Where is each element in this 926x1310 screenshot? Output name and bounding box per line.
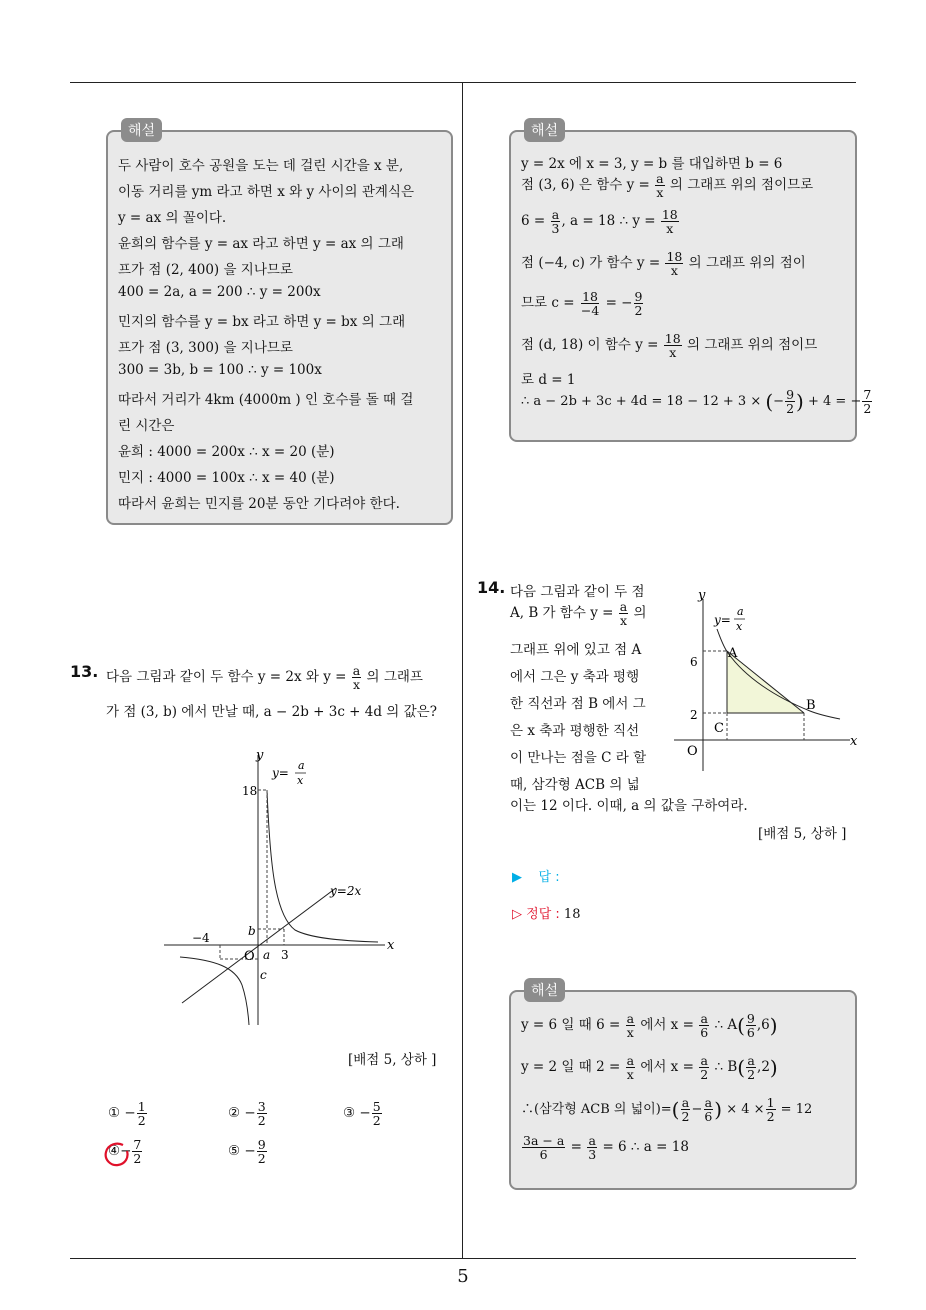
sol-line: 민지의 함수를 y = bx 라고 하면 y = bx 의 그래: [118, 314, 406, 330]
sol-line: 린 시간은: [118, 418, 175, 434]
hyperbola-q3: [180, 957, 249, 1025]
sol-line: 므로 c = $\frac{18}{-4}$ = − $\frac{9}{2}$: [521, 289, 643, 319]
solution-tag: 해설: [524, 978, 565, 1002]
solution-tag: 해설: [524, 118, 565, 142]
outline-play-icon: ▷: [512, 907, 522, 922]
left-solution-box: [106, 130, 453, 525]
tick-c: c: [260, 968, 267, 982]
svg-text:a: a: [737, 605, 744, 618]
svg-text:x: x: [850, 734, 858, 749]
q13-graph: [160, 745, 400, 1030]
sol-line: 민지 : 4000 = 100x ∴ x = 40 (분): [118, 470, 335, 486]
choice-5[interactable]: ⑤ − $\frac{9}{2}$: [228, 1137, 266, 1167]
q14-line: 에서 그은 y 축과 평행: [510, 669, 640, 685]
sol-line: 300 = 3b, b = 100 ∴ y = 100x: [118, 362, 322, 378]
sol-line: ∴(삼각형 ACB 의 넓이)=( $\frac{a}{2}$ − $\frac{a}{6}$ ) × 4 × $\frac{1}{2}$ = 12: [521, 1095, 813, 1125]
sol-line: 따라서 윤희는 민지를 20분 동안 기다려야 한다.: [118, 496, 400, 512]
svg-text:O: O: [687, 744, 698, 759]
solution-tag: 해설: [121, 118, 162, 142]
q14-line: 다음 그림과 같이 두 점: [510, 584, 645, 600]
sol-line: 프가 점 (3, 300) 을 지나므로: [118, 340, 293, 356]
page-number: 5: [457, 1266, 469, 1287]
sol-line: ∴ a − 2b + 3c + 4d = 18 − 12 + 3 × (− $\frac{9}{2}$ ) + 4 = − $\frac{7}{2}$: [521, 387, 872, 417]
choice-2[interactable]: ② − $\frac{3}{2}$: [228, 1099, 266, 1129]
sol-line: y = ax 의 꼴이다.: [118, 210, 227, 226]
q14-graph: [670, 585, 862, 775]
line-label: y=2x: [330, 884, 362, 898]
sol-line: 6 = $\frac{a}{3}$ , a = 18 ∴ y = $\frac{18}{x}$: [521, 207, 678, 237]
sol-line: 따라서 거리가 4km (4000m ) 인 호수를 돌 때 걸: [118, 392, 414, 408]
question-13-line2: 가 점 (3, b) 에서 만날 때, a − 2b + 3c + 4d 의 값은?: [106, 704, 437, 720]
q14-solution-box: [509, 990, 857, 1190]
q14-line: 이 만나는 점을 C 라 할: [510, 750, 647, 766]
question-13-number: 13.: [70, 662, 99, 681]
correct-value: 18: [563, 907, 581, 922]
tick-3: 3: [281, 948, 289, 962]
choice-1[interactable]: ① − $\frac{1}{2}$: [108, 1099, 146, 1129]
q13-score: [배점 5, 상하 ]: [348, 1052, 437, 1068]
bottom-rule: [70, 1258, 856, 1259]
tick-18: 18: [242, 784, 258, 798]
sol-line: 로 d = 1: [521, 372, 576, 388]
q14-line: A, B 가 함수 y = $\frac{a}{x}$ 의: [510, 599, 647, 629]
choice-3[interactable]: ③ − $\frac{5}{2}$: [343, 1099, 381, 1129]
question-14-number: 14.: [477, 578, 506, 597]
sol-line: 점 (−4, c) 가 함수 y = $\frac{18}{x}$ 의 그래프 위의 점이: [521, 249, 806, 279]
play-icon: ▶: [512, 870, 522, 885]
svg-text:2: 2: [690, 708, 698, 722]
sol-line: 프가 점 (2, 400) 을 지나므로: [118, 262, 293, 278]
selected-answer-circle: [103, 1140, 131, 1168]
correct-answer-row: [512, 903, 580, 922]
q14-line: 한 직선과 점 B 에서 그: [510, 696, 646, 712]
x-axis-label: x: [387, 938, 395, 953]
y-axis-label: y: [256, 748, 264, 763]
sol-line: y = 2x 에 x = 3, y = b 를 대입하면 b = 6: [521, 156, 783, 172]
answer-row: [512, 866, 560, 885]
svg-text:B: B: [806, 698, 816, 713]
sol-line: 윤희의 함수를 y = ax 라고 하면 y = ax 의 그래: [118, 236, 404, 252]
sol-line: 점 (3, 6) 은 함수 y = $\frac{a}{x}$ 의 그래프 위의 점이므로: [521, 171, 814, 201]
q14-line: 그래프 위에 있고 점 A: [510, 642, 642, 658]
hyperbola-q1: [267, 790, 378, 942]
q14-line: 때, 삼각형 ACB 의 넓: [510, 777, 640, 793]
tick-neg4: −4: [192, 931, 210, 945]
sol-line: y = 6 일 때 6 = $\frac{a}{x}$ 에서 x = $\frac{a}{6}$ ∴ A( $\frac{9}{6}$ ,6): [521, 1011, 778, 1041]
svg-text:y: y: [698, 588, 706, 603]
q14-line: 은 x 축과 평행한 직선: [510, 723, 640, 739]
sol-line: y = 2 일 때 2 = $\frac{a}{x}$ 에서 x = $\frac{a}{2}$ ∴ B( $\frac{a}{2}$ ,2): [521, 1053, 778, 1083]
q13-text-a: 다음 그림과 같이 두 함수 y = 2x 와 y =: [106, 669, 347, 686]
svg-text:x: x: [297, 774, 304, 787]
q14-score: [배점 5, 상하 ]: [758, 826, 847, 842]
svg-text:a: a: [298, 759, 305, 772]
svg-text:y=: y=: [714, 613, 731, 627]
sol-line: 이동 거리를 ym 라고 하면 x 와 y 사이의 관계식은: [118, 184, 414, 200]
curve-label: y=: [272, 766, 289, 780]
q13-fraction: $\frac{a}{x}$: [352, 663, 361, 693]
origin-label: O: [244, 949, 255, 964]
q13-text-b: 의 그래프: [366, 669, 423, 686]
right-solution-box: [509, 130, 872, 442]
svg-text:C: C: [714, 721, 724, 736]
tick-b: b: [248, 924, 256, 938]
sol-line: $\frac{3a - a}{6}$ = $\frac{a}{3}$ = 6 ∴ a = 18: [523, 1133, 689, 1163]
q14-line: 이는 12 이다. 이때, a 의 값을 구하여라.: [510, 798, 748, 814]
svg-text:x: x: [736, 620, 743, 633]
sol-line: 윤희 : 4000 = 200x ∴ x = 20 (분): [118, 444, 335, 460]
tick-a: a: [263, 948, 271, 962]
svg-text:6: 6: [690, 655, 698, 669]
svg-text:A: A: [728, 646, 738, 661]
column-divider: [462, 83, 463, 1258]
choice-4[interactable]: ④− $\frac{7}{2}$: [108, 1137, 142, 1167]
top-rule: [70, 82, 856, 83]
sol-line: 점 (d, 18) 이 함수 y = $\frac{18}{x}$ 의 그래프 위의 점이므: [521, 331, 818, 361]
answer-label: 답 :: [538, 870, 560, 885]
correct-label: 정답 :: [526, 907, 560, 922]
sol-line: 두 사람이 호수 공원을 도는 데 걸린 시간을 x 분,: [118, 158, 404, 174]
question-13-line1: [106, 664, 423, 691]
sol-line: 400 = 2a, a = 200 ∴ y = 200x: [118, 284, 321, 300]
